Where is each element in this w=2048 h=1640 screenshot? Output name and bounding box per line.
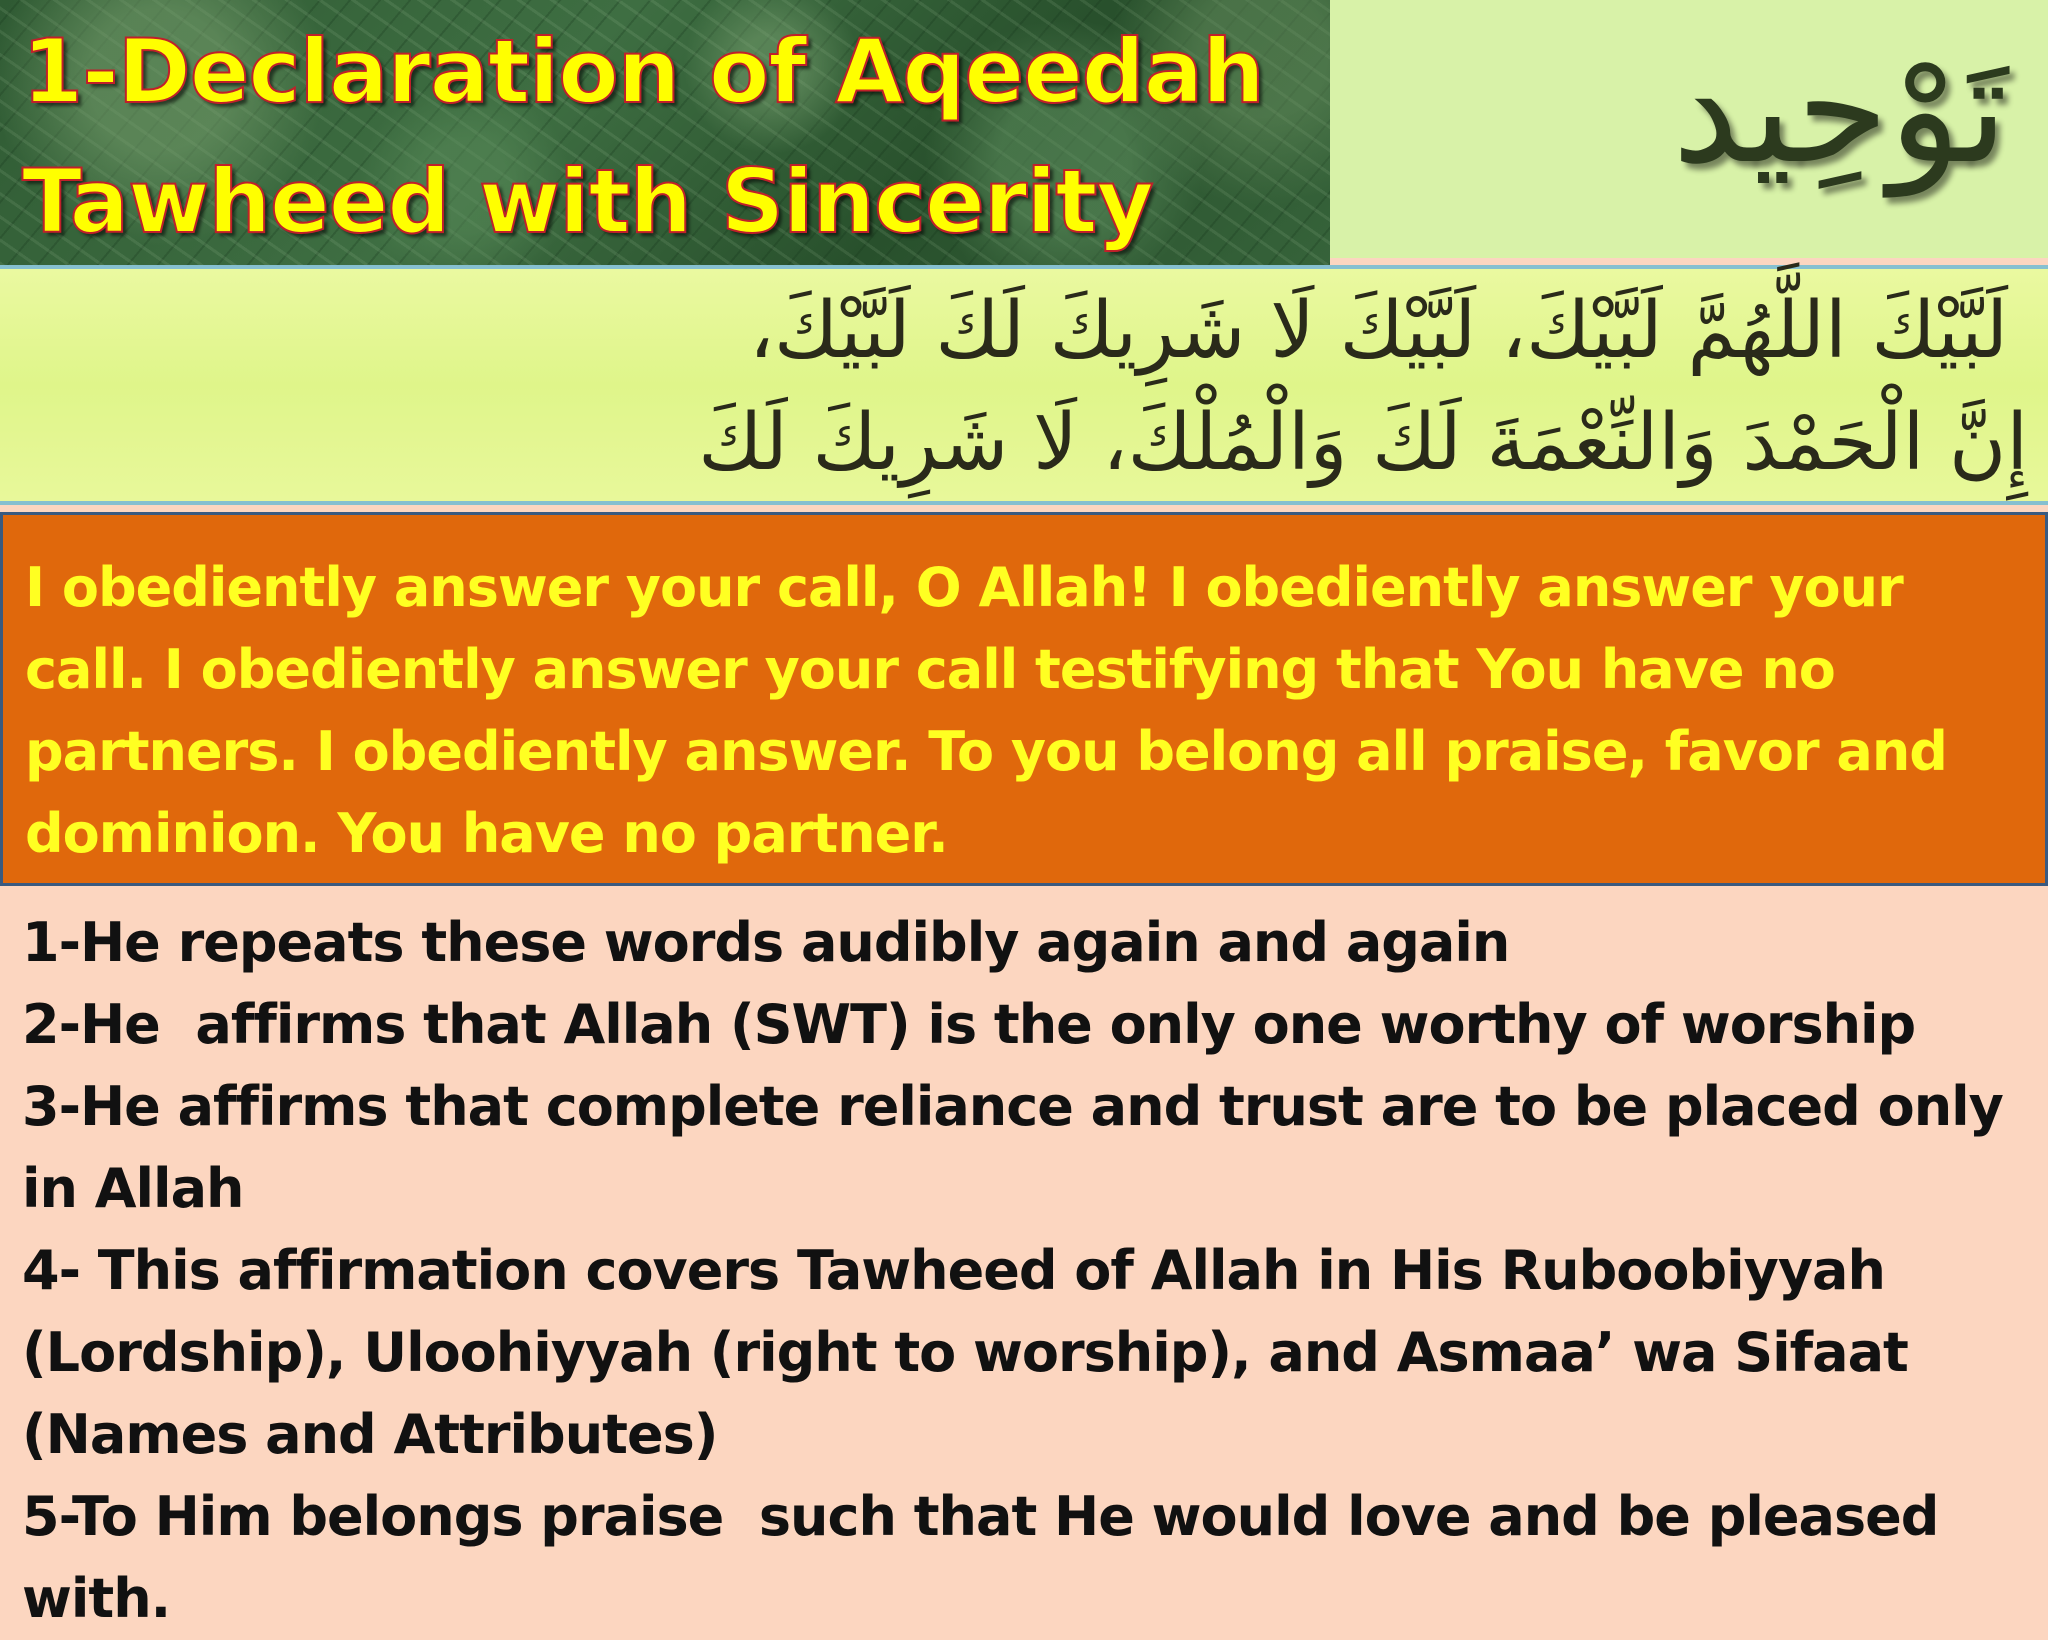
points-list (22, 902, 2032, 1640)
point-item: 2-He affirms that Allah (SWT) is the only one worthy of worship (22, 993, 1916, 1056)
slide-title-line-1: 1-Declaration of Aqeedah (22, 20, 1264, 123)
arabic-heading-tawheed: تَوْحِيد (1672, 23, 2008, 197)
translation-box (0, 512, 2048, 886)
title-banner (0, 0, 1330, 265)
slide-title-line-2: Tawheed with Sincerity (22, 150, 1153, 253)
translation-text: I obediently answer your call, O Allah! I obediently answer your call. I obediently answer your call testifying that You have no partners. I obediently answer. To you belong all praise, favor and dominion. You have no partner. (25, 556, 1947, 865)
point-item: 1-He repeats these words audibly again and again (22, 911, 1510, 974)
point-item: 5-To Him belongs praise such that He would love and be pleased with. (22, 1485, 1957, 1630)
point-item: 3-He affirms that complete reliance and trust are to be placed only in Allah (22, 1075, 2021, 1220)
talbiyah-line-1: لَبَّيْكَ اللَّهُمَّ لَبَّيْكَ، لَبَّيْكَ لَا شَرِيكَ لَكَ لَبَّيْكَ، (748, 286, 2008, 376)
talbiyah-arabic-band (0, 265, 2048, 505)
talbiyah-line-2: إِنَّ الْحَمْدَ وَالنِّعْمَةَ لَكَ وَالْمُلْكَ، لَا شَرِيكَ لَكَ (698, 398, 2028, 488)
point-item: 4- This affirmation covers Tawheed of Allah in His Ruboobiyyah (Lordship), Uloohiyyah (right to worship), and Asmaa’ wa Sifaat (Names and Attributes) (22, 1239, 1926, 1466)
arabic-heading-box (1330, 0, 2048, 258)
